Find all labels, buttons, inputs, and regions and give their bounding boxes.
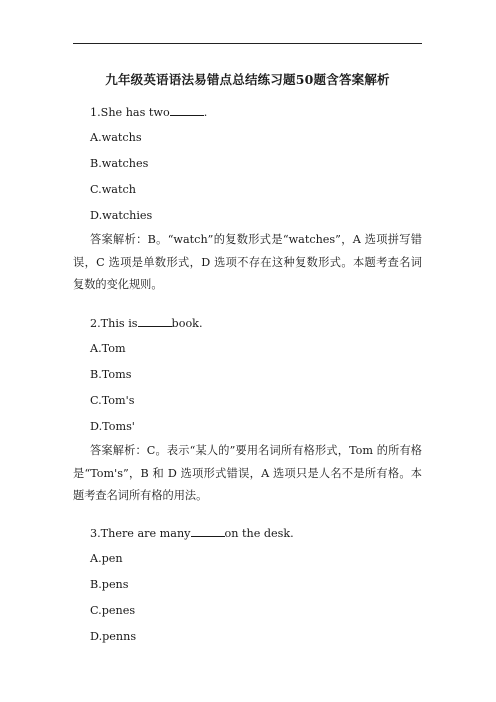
question-3-option-b: B.pens (90, 578, 129, 591)
question-2-option-d: D.Toms' (90, 420, 135, 433)
answer-blank (191, 526, 225, 537)
question-1-stem-after: . (203, 106, 208, 119)
question-1-option-b: B.watches (90, 157, 149, 170)
question-2-stem-before: 2.This is (90, 317, 138, 330)
question-3-stem-after: on the desk. (224, 527, 294, 540)
question-3-option-a: A.pen (90, 552, 123, 565)
question-1-option-a: A.watchs (90, 131, 142, 144)
question-1-stem-before: 1.She has two (90, 106, 170, 119)
question-3-option-c: C.penes (90, 604, 136, 617)
question-2-stem-after: book. (171, 317, 203, 330)
answer-blank (138, 316, 172, 327)
question-3-stem-before: 3.There are many (90, 527, 191, 540)
question-3-stem (90, 526, 294, 541)
question-2-option-a: A.Tom (90, 342, 126, 355)
header-rule (73, 43, 422, 44)
question-2-explanation: 答案解析：C。表示“某人的”要用名词所有格形式，Tom 的所有格是“Tom's”，B 和 D 选项形式错误，A 选项只是人名不是所有格。本题考查名词所有格的用法。 (73, 444, 422, 502)
question-1-explanation: 答案解析：B。“watch”的复数形式是“watches”，A 选项拼写错误，C 选项是单数形式，D 选项不存在这种复数形式。本题考查名词复数的变化规则。 (73, 233, 422, 291)
answer-blank (170, 105, 204, 116)
question-2-option-b: B.Toms (90, 368, 132, 381)
question-1-option-c: C.watch (90, 183, 136, 196)
question-1-option-d: D.watchies (90, 209, 153, 222)
question-2-option-c: C.Tom's (90, 394, 135, 407)
question-1-stem (90, 105, 207, 120)
question-3-option-d: D.penns (90, 630, 137, 643)
document-title: 九年级英语语法易错点总结练习题50题含答案解析 (105, 72, 390, 87)
question-2-stem (90, 316, 203, 331)
